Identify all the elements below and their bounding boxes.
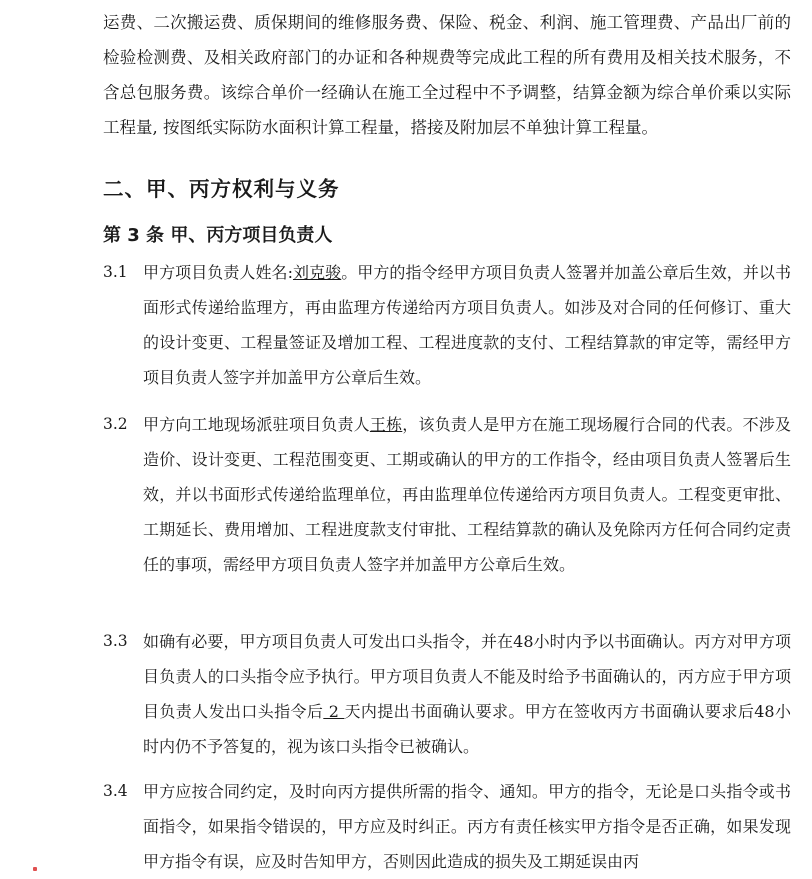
clause-body [143, 255, 791, 395]
clause-number: 3.1 [103, 263, 128, 281]
clause-text: 。甲方的指令经甲方项目负责人签署并加盖公章后生效，并以书面形式传递给监理方，再由监理方传递给丙方项目负责人。如涉及对合同的任何修订、重大的设计变更、工程量签证及增加工程、工程进度款的支付、工程结算款的审定等，需经甲方项目负责人签字并加盖甲方公章后生效。 [143, 263, 791, 387]
clause-text: 甲方项目负责人姓名: [143, 263, 293, 282]
clause-text: 天内提出书面确认要求。甲方在签收丙方书面确认要求后48小时内仍不予答复的，视为该口头指令已被确认。 [143, 702, 791, 756]
margin-mark [33, 867, 37, 871]
underlined-name: 刘克骏 [292, 263, 342, 282]
underlined-days: 2 [323, 702, 345, 721]
clause-number: 3.2 [103, 415, 128, 433]
clause-text: 如确有必要，甲方项目负责人可发出口头指令，并在48小时内予以书面确认。丙方对甲方项目负责人的口头指令应予执行。甲方项目负责人不能及时给予书面确认的，丙方应于甲方项目负责人发出口头指令后 [143, 632, 791, 721]
article-heading: 第 3 条 甲、丙方项目负责人 [103, 225, 333, 246]
clause-number: 3.4 [103, 782, 128, 800]
clause-text: ，该负责人是甲方在施工现场履行合同的代表。不涉及造价、设计变更、工程范围变更、工期或确认的甲方的工作指令，经由项目负责人签署后生效，并以书面形式传递给监理单位，再由监理单位传递给丙方项目负责人。工程变更审批、工期延长、费用增加、工程进度款支付审批、工程结算款的确认及免除丙方任何合同约定责任的事项，需经甲方项目负责人签字并加盖甲方公章后生效。 [143, 415, 791, 574]
clause-body [143, 774, 791, 879]
intro-paragraph: 运费、二次搬运费、质保期间的维修服务费、保险、税金、利润、施工管理费、产品出厂前的检验检测费、及相关政府部门的办证和各种规费等完成此工程的所有费用及相关技术服务，不含总包服务费。该综合单价一经确认在施工全过程中不予调整，结算金额为综合单价乘以实际工程量, 按图纸实际防水面积计算工程量，搭接及附加层不单独计算工程量。 [103, 13, 791, 137]
clause-number: 3.3 [103, 632, 128, 650]
clause-body [143, 407, 791, 582]
underlined-name: 王栋 [369, 415, 403, 434]
clause-text: 甲方应按合同约定，及时向丙方提供所需的指令、通知。甲方的指令，无论是口头指令或书面指令，如果指令错误的，甲方应及时纠正。丙方有责任核实甲方指令是否正确，如果发现甲方指令有误，应及时告知甲方，否则因此造成的损失及工期延误由丙 [143, 782, 791, 871]
section-heading: 二、甲、丙方权利与义务 [103, 177, 340, 201]
clause-text: 甲方向工地现场派驻项目负责人 [143, 415, 370, 434]
clause-body [143, 624, 791, 764]
